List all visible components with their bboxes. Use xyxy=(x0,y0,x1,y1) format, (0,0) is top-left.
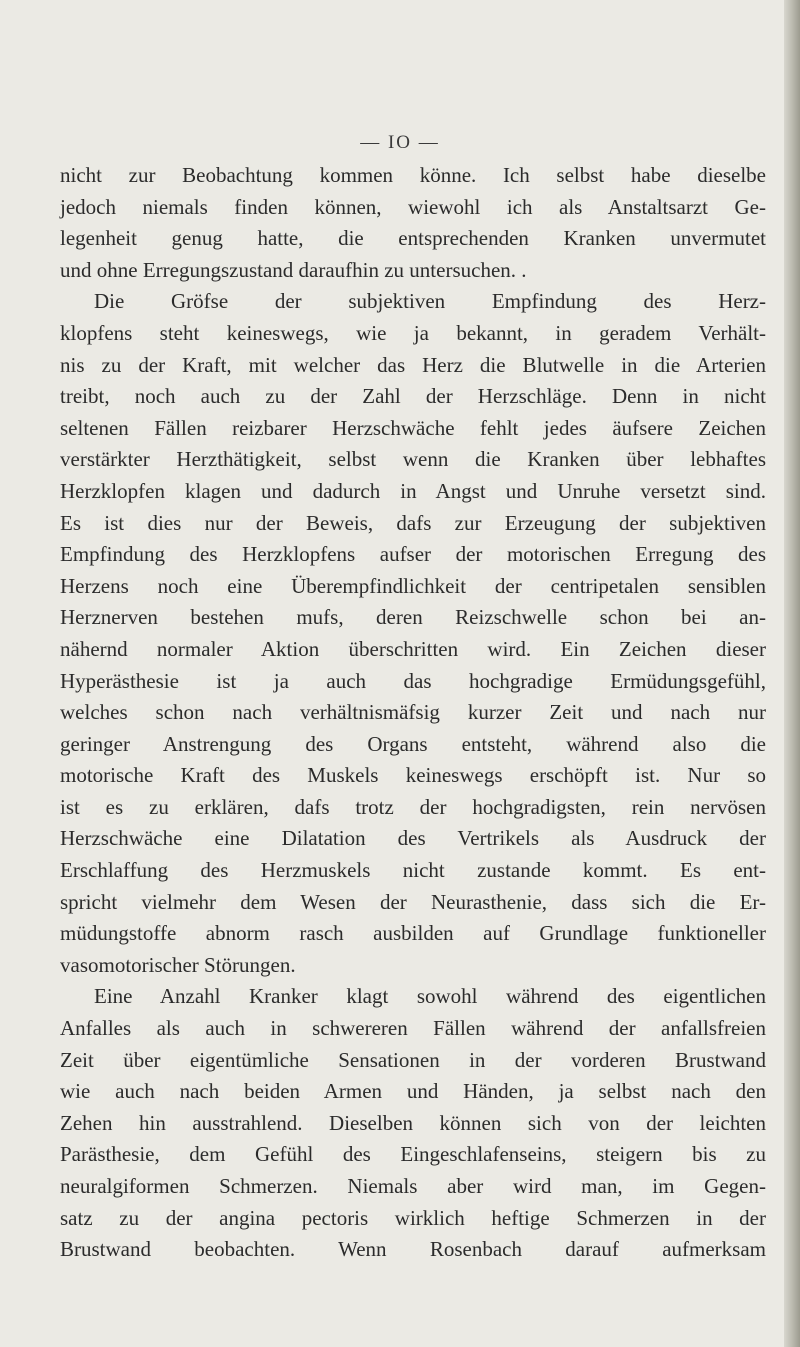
text-line: legenheit genug hatte, die entsprechenden Kranken unvermutet xyxy=(60,226,766,251)
page-edge-shadow xyxy=(784,0,800,1347)
text-line: nis zu der Kraft, mit welcher das Herz die Blutwelle in die Arterien xyxy=(60,352,766,377)
text-line: vasomotorischer Störungen. xyxy=(60,952,296,977)
text-line: Empfindung des Herzklopfens aufser der motorischen Erregung des xyxy=(60,542,766,567)
text-line: Erschlaffung des Herzmuskels nicht zustande kommt. Es ent- xyxy=(60,858,766,883)
text-line: Eine Anzahl Kranker klagt sowohl während des eigentlichen xyxy=(94,984,766,1009)
text-line: Herzschwäche eine Dilatation des Vertrikels als Ausdruck der xyxy=(60,826,766,851)
text-line: und ohne Erregungszustand daraufhin zu untersuchen. . xyxy=(60,257,527,282)
text-line: klopfens steht keineswegs, wie ja bekannt, in geradem Verhält- xyxy=(60,320,766,345)
text-line: satz zu der angina pectoris wirklich heftige Schmerzen in der xyxy=(60,1205,766,1230)
text-line: neuralgiformen Schmerzen. Niemals aber wird man, im Gegen- xyxy=(60,1174,766,1198)
text-line: Zeit über eigentümliche Sensationen in der vorderen Brustwand xyxy=(60,1047,766,1072)
text-line: Herzens noch eine Überempfindlichkeit der centripetalen sensiblen xyxy=(60,573,766,598)
text-line: welches schon nach verhältnismäfsig kurzer Zeit und nach nur xyxy=(60,700,766,725)
text-line: motorische Kraft des Muskels keineswegs erschöpft ist. Nur so xyxy=(60,763,766,788)
text-line: Zehen hin ausstrahlend. Dieselben können sich von der leichten xyxy=(60,1110,766,1135)
text-line: verstärkter Herzthätigkeit, selbst wenn die Kranken über lebhaftes xyxy=(60,447,766,472)
text-line: wie auch nach beiden Armen und Händen, ja selbst nach den xyxy=(60,1079,766,1104)
text-line: Brustwand beobachten. Wenn Rosenbach darauf aufmerksam xyxy=(60,1237,766,1262)
text-line: ist es zu erklären, dafs trotz der hochgradigsten, rein nervösen xyxy=(60,794,766,819)
body-text xyxy=(60,160,766,1266)
text-line: spricht vielmehr dem Wesen der Neurasthenie, dass sich die Er- xyxy=(60,889,766,914)
text-line: Herzklopfen klagen und dadurch in Angst und Unruhe versetzt sind. xyxy=(60,478,766,503)
text-line: Die Gröfse der subjektiven Empfindung des Herz- xyxy=(94,289,766,314)
text-line: geringer Anstrengung des Organs entsteht, während also die xyxy=(60,731,766,756)
text-line: Parästhesie, dem Gefühl des Eingeschlafenseins, steigern bis zu xyxy=(60,1142,766,1167)
text-line: jedoch niemals finden können, wiewohl ich als Anstaltsarzt Ge- xyxy=(60,194,766,219)
text-line: Anfalles als auch in schwereren Fällen während der anfallsfreien xyxy=(60,1016,766,1041)
page-number-header: — IO — xyxy=(360,132,440,153)
text-line: Es ist dies nur der Beweis, dafs zur Erzeugung der subjektiven xyxy=(60,510,766,535)
text-line: Herznerven bestehen mufs, deren Reizschwelle schon bei an- xyxy=(60,605,766,630)
text-line: Hyperästhesie ist ja auch das hochgradige Ermüdungsgefühl, xyxy=(60,668,766,693)
text-line: treibt, noch auch zu der Zahl der Herzschläge. Denn in nicht xyxy=(60,384,766,409)
text-line: seltenen Fällen reizbarer Herzschwäche fehlt jedes äufsere Zeichen xyxy=(60,415,766,440)
text-line: nicht zur Beobachtung kommen könne. Ich selbst habe dieselbe xyxy=(60,163,766,187)
text-line: müdungstoffe abnorm rasch ausbilden auf Grundlage funktioneller xyxy=(60,921,766,946)
text-line: nähernd normaler Aktion überschritten wird. Ein Zeichen dieser xyxy=(60,636,766,661)
